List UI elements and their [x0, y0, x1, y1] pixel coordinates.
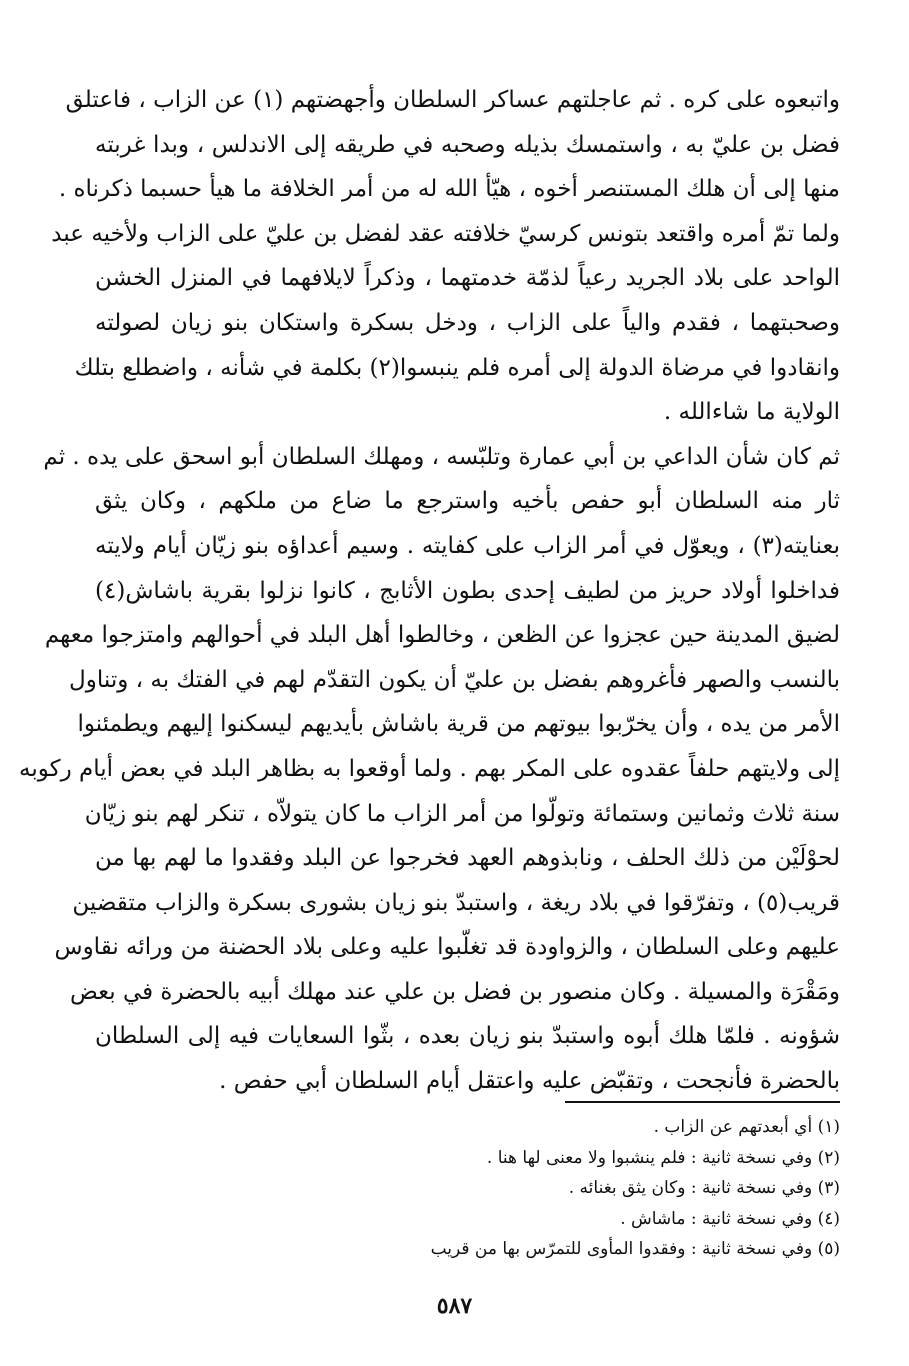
main-text	[19, 78, 840, 1104]
footnote-separator	[565, 1101, 840, 1103]
text-line: ثار منه السلطان أبو حفص بأخيه واسترجع ما ضاع من ملكهم ، وكان يثق	[95, 488, 840, 515]
text-line: الولاية ما شاءالله .	[663, 399, 840, 426]
text-line: لضيق المدينة حين عجزوا عن الظعن ، وخالطوا أهل البلد في أحوالهم وامتزجوا معهم	[44, 622, 840, 649]
text-line: منها إلى أن هلك المستنصر أخوه ، هيّأ الله له من أمر الخلافة ما هيأ حسبما ذكرناه .	[58, 176, 840, 203]
text-line: ومَقْرَة والمسيلة . وكان منصور بن فضل بن علي عند مهلك أبيه بالحضرة في بعض	[69, 978, 840, 1005]
text-line: إلى ولايتهم حلفاً عقدوه على المكر بهم . ولما أوقعوا به بظاهر البلد في بعض أيام ركوبه	[19, 755, 840, 782]
text-line: ثم كان شأن الداعي بن أبي عمارة وتلبّسه ، ومهلك السلطان أبو اسحق على يده . ثم	[43, 443, 840, 470]
page-number: ٥٨٧	[436, 1293, 473, 1319]
text-line: الأمر من يده ، وأن يخرّبوا بيوتهم من قرية باشاش بأيديهم ليسكنوا إليهم ويطمئنوا	[77, 711, 840, 738]
text-line: قريب(٥) ، وتفرّقوا في بلاد ريغة ، واستبدّ بنو زيان بشورى بسكرة والزاب متقضين	[72, 889, 840, 916]
footnote-4: (٤) وفي نسخة ثانية : ماشاش .	[620, 1208, 840, 1229]
text-line: بعنايته(٣) ، ويعوّل في أمر الزاب على كفايته . وسيم أعداؤه بنو زيّان أيام ولايته	[95, 532, 840, 559]
text-line: وصحبتهما ، فقدم والياً على الزاب ، ودخل بسكرة واستكان بنو زيان لصولته	[95, 309, 840, 336]
footnote-5: (٥) وفي نسخة ثانية : وفقدوا المأوى للتمرّس بها من قريب	[430, 1239, 840, 1259]
text-line: سنة ثلاث وثمانين وستمائة وتولّوا من أمر الزاب ما كان يتولاّه ، تنكر لهم بنو زيّان	[84, 800, 840, 827]
text-line: فداخلوا أولاد حريز من لطيف إحدى بطون الأثابج ، كانوا نزلوا بقرية باشاش(٤)	[95, 577, 840, 604]
text-line: شؤونه . فلمّا هلك أبوه واستبدّ بنو زيان بعده ، بثّوا السعايات فيه إلى السلطان	[95, 1023, 840, 1050]
text-line: واتبعوه على كره . ثم عاجلتهم عساكر السلطان وأجهضتهم (١) عن الزاب ، فاعتلق	[65, 87, 840, 113]
text-line: بالحضرة فأنجحت ، وتقبّض عليه واعتقل أيام السلطان أبي حفص .	[219, 1068, 840, 1095]
footnote-2: (٢) وفي نسخة ثانية : فلم ينشبوا ولا معنى لها هنا .	[486, 1147, 840, 1168]
text-line: فضل بن عليّ به ، واستمسك بذيله وصحبه في طريقه إلى الاندلس ، وبدا غربته	[95, 131, 840, 158]
text-line: الواحد على بلاد الجريد رعياً لذمّة خدمتهما ، وذكراً لايلافهما في المنزل الخشن	[95, 265, 840, 292]
text-line: عليهم وعلى السلطان ، والزواودة قد تغلّبوا عليه وعلى بلاد الحضنة من ورائه نقاوس	[54, 934, 840, 961]
footnote-3: (٣) وفي نسخة ثانية : وكان يثق بغنائه .	[568, 1178, 840, 1198]
text-line: لحوْلَيْن من ذلك الحلف ، ونابذوهم العهد فخرجوا عن البلد وفقدوا ما لهم بها من	[95, 845, 840, 872]
text-line: وانقادوا في مرضاة الدولة إلى أمره فلم ينبسوا(٢) بكلمة في شأنه ، واضطلع بتلك	[74, 354, 840, 381]
footnotes	[300, 1112, 840, 1265]
text-line: بالنسب والصهر فأغروهم بفضل بن عليّ أن يكون التقدّم لهم في الفتك به ، وتناول	[69, 666, 840, 693]
text-line: ولما تمّ أمره واقتعد بتونس كرسيّ خلافته عقد لفضل بن عليّ على الزاب ولأخيه عبد	[51, 220, 840, 247]
footnote-1: (١) أي أبعدتهم عن الزاب .	[653, 1117, 840, 1137]
